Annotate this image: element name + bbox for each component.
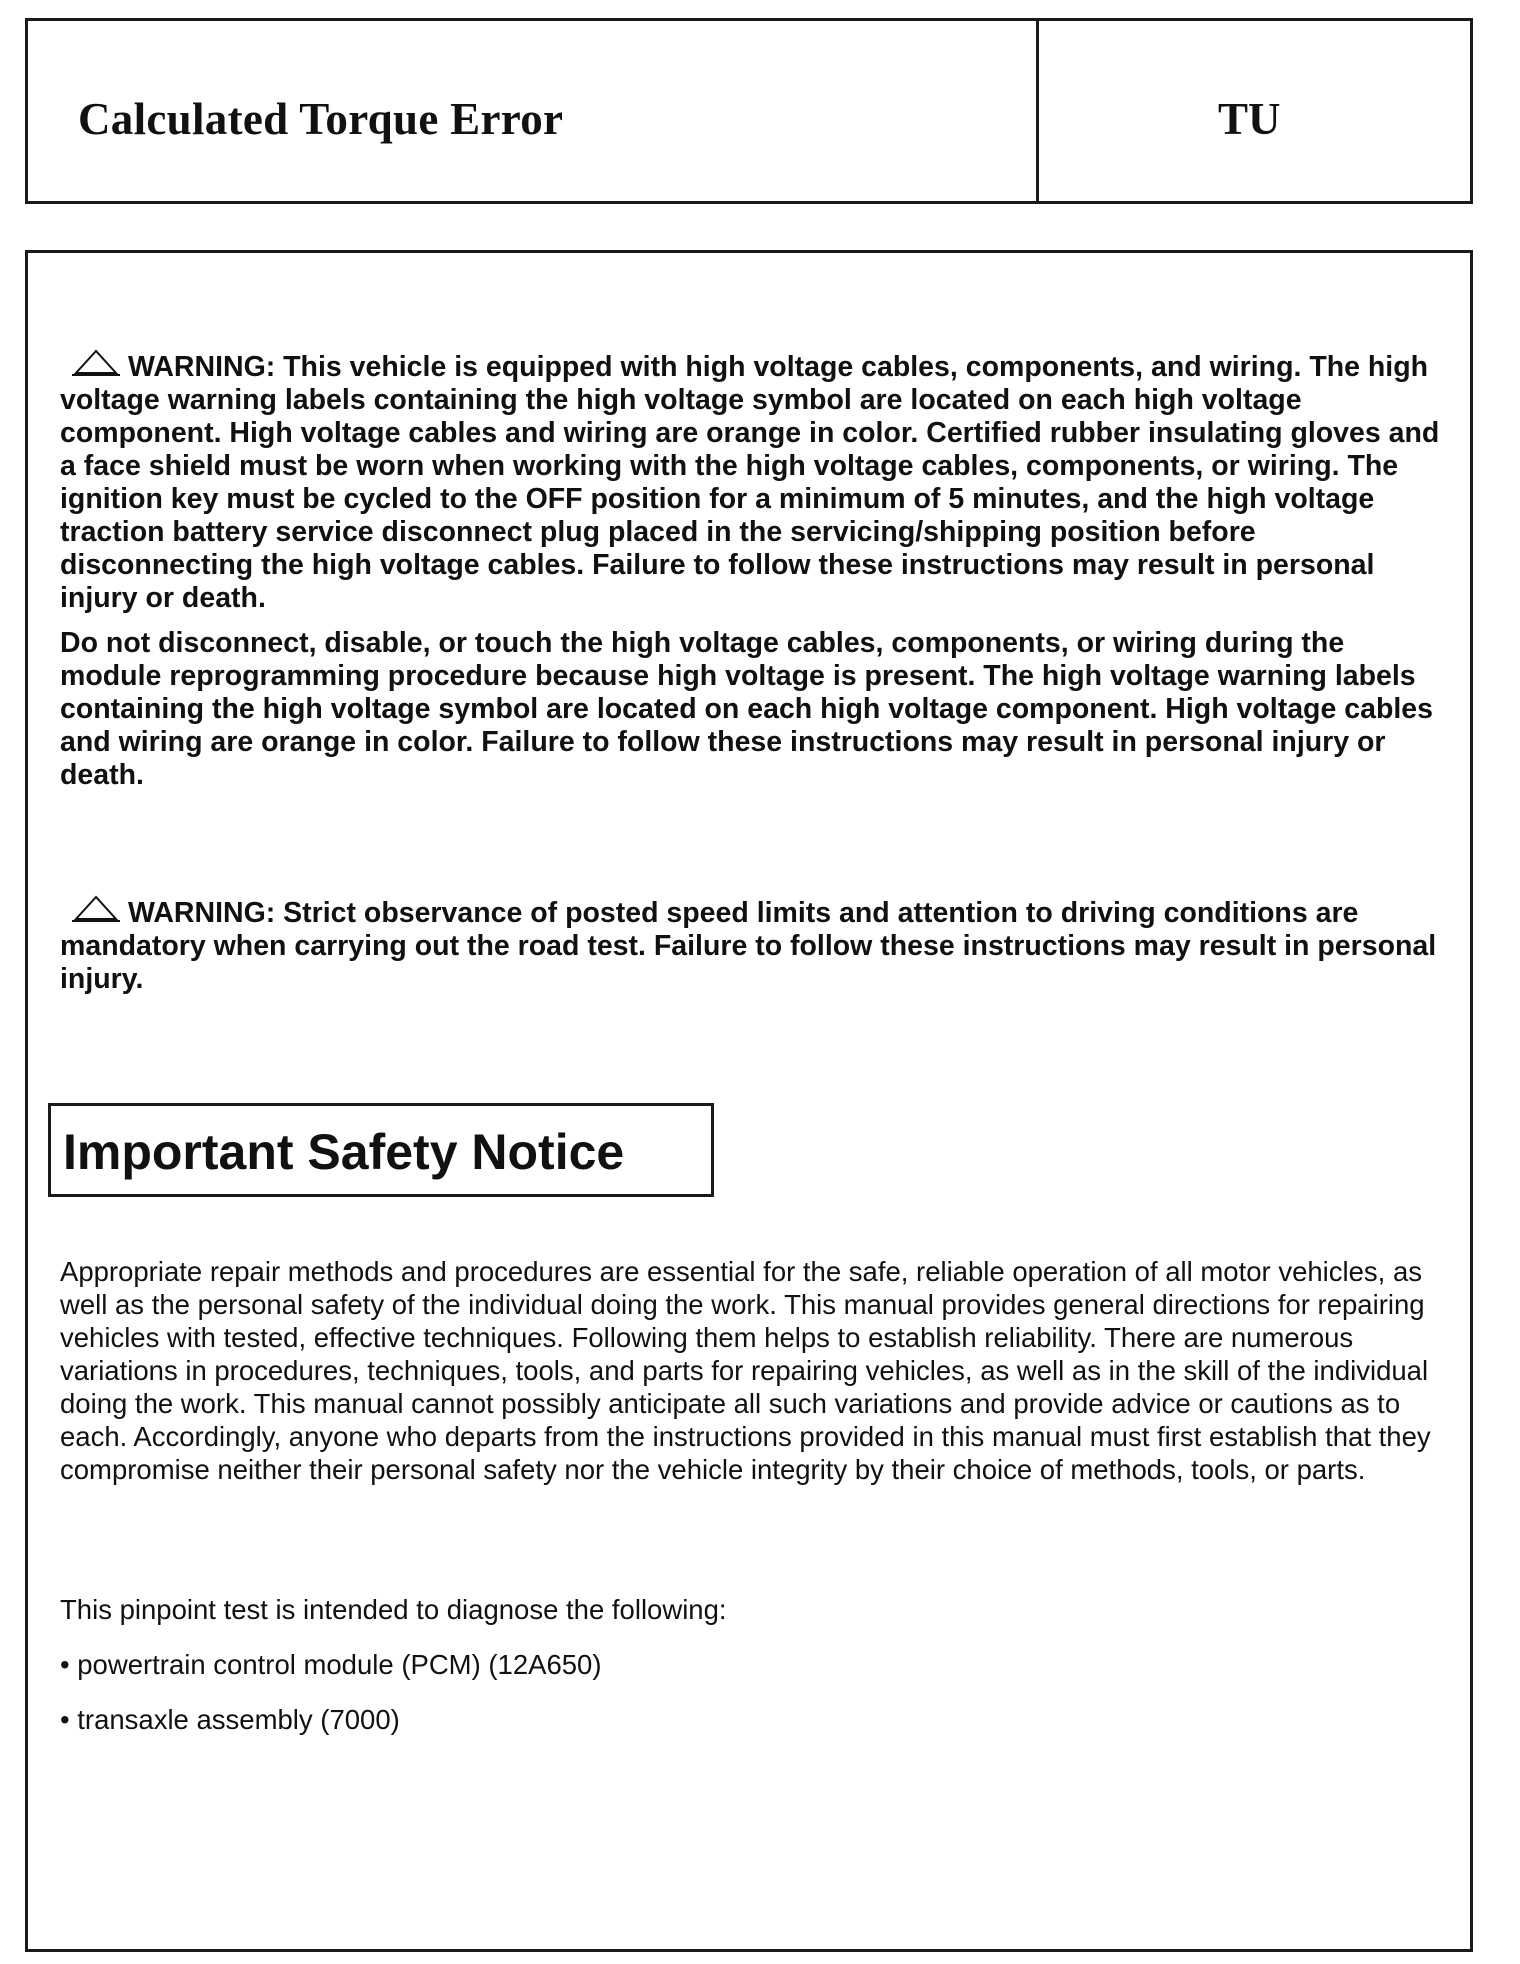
- pinpoint-test-intro: This pinpoint test is intended to diagnose the following:: [60, 1594, 727, 1625]
- page-title: Calculated Torque Error: [78, 94, 564, 144]
- warning-paragraph: WARNING: Strict observance of posted speed limits and attention to driving conditions are mandatory when carrying out the road test. Failure to follow these instructions may result in personal injury.: [60, 897, 1437, 995]
- header-divider: [1036, 21, 1039, 201]
- safety-notice-box: [48, 1103, 714, 1197]
- list-item: • transaxle assembly (7000): [60, 1704, 400, 1735]
- warning-triangle-icon: [70, 349, 122, 377]
- list-item: • powertrain control module (PCM) (12A650): [60, 1649, 602, 1680]
- header-box: [25, 18, 1473, 204]
- main-content-box: [25, 250, 1473, 1952]
- safety-notice-body: Appropriate repair methods and procedures are essential for the safe, reliable operation of all motor vehicles, as well as the personal safety of the individual doing the work. This manual provides general directions for repairing vehicles with tested, effective techniques. Following them helps to establish reliability. There are numerous variations in procedures, techniques, tools, and parts for repairing vehicles, as well as in the skill of the individual doing the work. This manual cannot possibly anticipate all such variations and provide advice or cautions as to each. Accordingly, anyone who departs from the instructions provided in this manual must first establish that they compromise neither their personal safety nor the vehicle integrity by their choice of methods, tools, or parts.: [60, 1256, 1431, 1485]
- section-code: TU: [1218, 94, 1281, 144]
- road-test-warning: [60, 895, 1450, 1008]
- warning-paragraph: WARNING: This vehicle is equipped with high voltage cables, components, and wiring. The high voltage warning labels containing the high voltage symbol are located on each high voltage component. High voltage cables and wiring are orange in color. Certified rubber insulating gloves and a face shield must be worn when working with the high voltage cables, components, or wiring. The ignition key must be cycled to the OFF position for a minimum of 5 minutes, and the high voltage traction battery service disconnect plug placed in the servicing/shipping position before disconnecting the high voltage cables. Failure to follow these instructions may result in personal injury or death.: [60, 351, 1440, 614]
- safety-notice-title: Important Safety Notice: [63, 1124, 625, 1180]
- high-voltage-warning: [60, 349, 1450, 804]
- warning-triangle-icon: [70, 895, 122, 923]
- warning-paragraph: Do not disconnect, disable, or touch the high voltage cables, components, or wiring during the module reprogramming procedure because high voltage is present. The high voltage warning labels containing the high voltage symbol are located on each high voltage component. High voltage cables and wiring are orange in color. Failure to follow these instructions may result in personal injury or death.: [60, 627, 1433, 791]
